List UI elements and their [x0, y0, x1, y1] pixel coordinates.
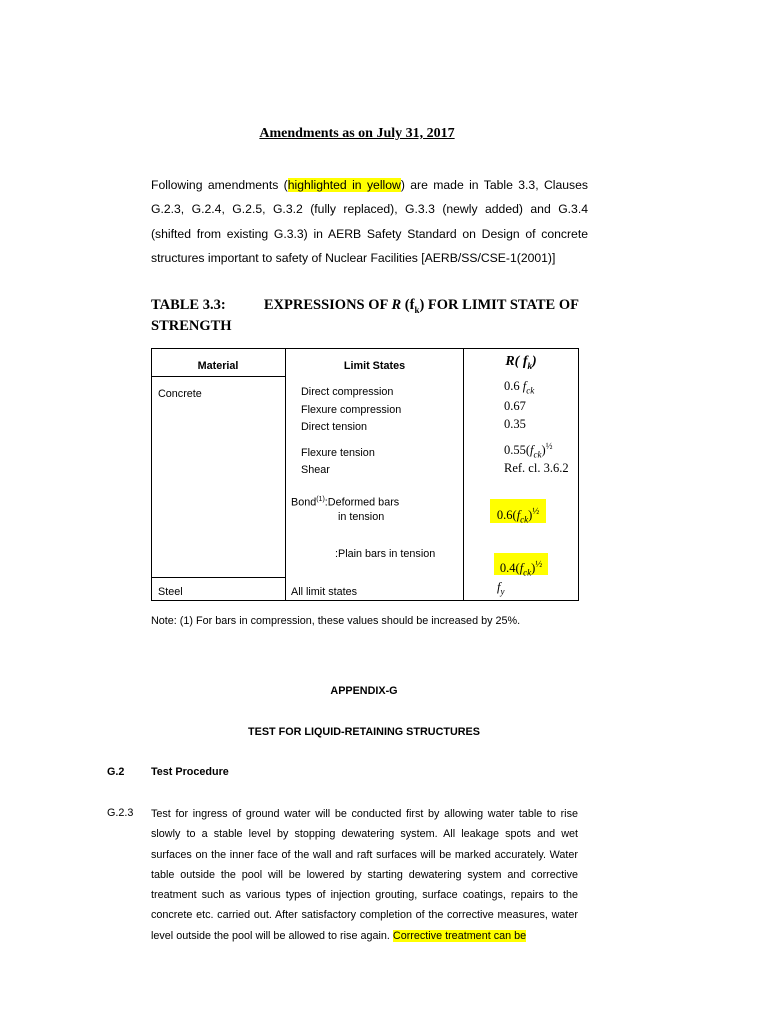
limit-state-direct-tension: Direct tension: [301, 421, 368, 433]
limit-state-shear: Shear: [301, 464, 330, 476]
clause-g23-body: [151, 804, 578, 946]
value-shear: Ref. cl. 3.6.2: [504, 461, 569, 475]
section-g2-title: Test Procedure: [151, 766, 229, 778]
limit-state-flexure-compression: Flexure compression: [301, 404, 402, 416]
limit-state-bond-plain: :Plain bars in tension: [335, 548, 436, 560]
table-heading-label: TABLE 3.3:: [151, 297, 226, 313]
table-heading-line2: STRENGTH: [151, 317, 232, 334]
limit-state-bond-deformed: Bond$^{(1)}$:Deformed bars in tension: [291, 496, 400, 523]
value-bond-deformed: $0.6(f_{ck})^{\frac{1}{2}}$: [490, 499, 546, 523]
intro-text-before: Following amendments (: [151, 178, 288, 192]
value-direct-compression: 0.6 $f_{ck}$: [504, 379, 535, 396]
intro-paragraph: [151, 173, 588, 271]
appendix-heading: APPENDIX-G: [330, 685, 398, 697]
value-steel: $f_y$: [497, 580, 505, 597]
section-g2-number: G.2: [107, 766, 125, 778]
table-3-3: [151, 348, 579, 601]
appendix-title: TEST FOR LIQUID-RETAINING STRUCTURES: [248, 726, 480, 738]
value-flexure-compression: 0.67: [504, 399, 526, 413]
heading-text-b: FOR LIMIT STATE OF: [427, 297, 579, 313]
clause-g23-highlight: Corrective treatment can be: [392, 929, 527, 942]
material-steel: Steel: [158, 586, 183, 598]
table-note: Note: (1) For bars in compression, these values should be increased by 25%.: [151, 615, 521, 627]
header-r-fk: R( $f_k$): [505, 354, 537, 371]
intro-text-after: ) are made in Table 3.3, Clauses G.2.3, G.2.4, G.2.5, G.3.2 (fully replaced), G.3.3 (newly added) and G.3.4 (shifted from existing G.3.3) in AERB Safety Standard on Design of concrete structures important to safety of Nuclear Facilities [AERB/SS/CSE-1(2001)]: [151, 178, 588, 266]
value-direct-tension: 0.35: [504, 417, 526, 431]
header-material: Material: [197, 360, 239, 372]
header-limit-states: Limit States: [343, 360, 406, 372]
limit-state-all: All limit states: [291, 586, 357, 598]
table-heading: [151, 297, 579, 334]
table-heading-text: [264, 297, 579, 318]
value-bond-plain: $0.4(f_{ck})^{\frac{1}{2}}$: [494, 553, 548, 575]
material-concrete: Concrete: [158, 388, 202, 400]
heading-var-r: R: [391, 297, 402, 313]
limit-state-flexure-tension: Flexure tension: [301, 447, 375, 459]
heading-var-f: $(f_k)$: [404, 297, 425, 315]
intro-highlight: highlighted in yellow: [287, 178, 401, 192]
limit-state-direct-compression: Direct compression: [301, 386, 394, 398]
clause-g23-text: Test for ingress of ground water will be conducted first by allowing water table to rise slowly to a stable level by stopping dewatering system. All leakage spots and wet surfaces on the inner face of the wall and raft surfaces will be marked accurately. Water table outside the pool will be lowered by starting dewatering system and corrective treatment such as various types of injection grouting, surface coatings, repairs to the concrete etc. carried out. After satisfactory completion of the corrective measures, water level outside the pool will be allowed to rise again.: [151, 808, 578, 942]
clause-g23-number: G.2.3: [107, 807, 134, 819]
page-title: Amendments as on July 31, 2017: [259, 126, 455, 141]
heading-text-a: EXPRESSIONS OF: [263, 297, 388, 313]
value-flexure-tension: $0.55(f_{ck})^{\frac{1}{2}}$: [504, 441, 553, 460]
